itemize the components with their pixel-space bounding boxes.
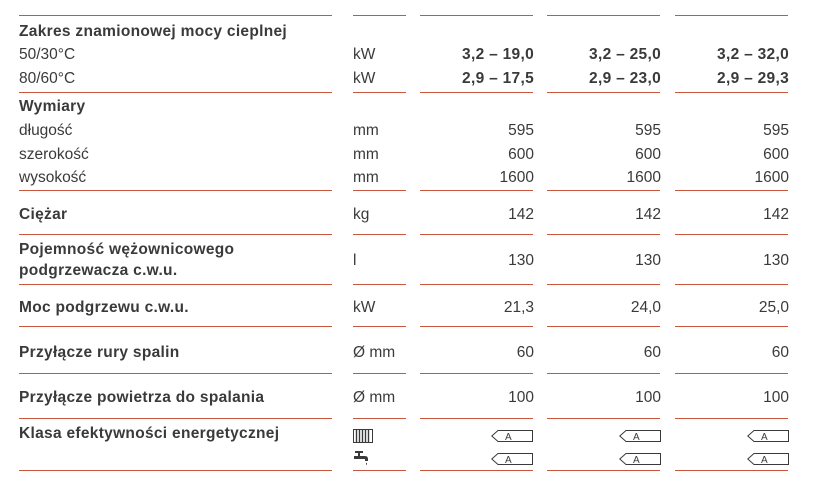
- unit: kW: [353, 46, 376, 63]
- value: 1600: [499, 169, 534, 186]
- divider: [420, 15, 533, 16]
- energy-class-value: A: [633, 432, 640, 442]
- divider: [420, 190, 533, 191]
- value: 595: [763, 122, 789, 139]
- energy-class-badge: [491, 453, 533, 465]
- unit: l: [353, 252, 357, 269]
- value: 24,0: [630, 299, 661, 316]
- divider: [19, 190, 332, 191]
- unit: Ø mm: [353, 389, 396, 406]
- divider: [353, 15, 406, 16]
- value: 60: [643, 344, 661, 361]
- energy-class-label: Klasa efektywności energetycznej: [19, 425, 280, 442]
- width-label: szerokość: [19, 146, 89, 163]
- energy-class-badge: [491, 430, 533, 442]
- divider: [353, 234, 406, 235]
- divider: [420, 326, 533, 327]
- divider: [420, 234, 533, 235]
- divider: [547, 284, 660, 285]
- divider: [353, 92, 406, 93]
- divider: [547, 15, 660, 16]
- heat-power-heading: Zakres znamionowej mocy cieplnej: [19, 23, 288, 40]
- height-label: wysokość: [19, 169, 87, 186]
- energy-class-badge: [747, 430, 789, 442]
- value: 2,9 – 17,5: [462, 70, 534, 87]
- value: 100: [635, 389, 661, 406]
- divider: [547, 234, 660, 235]
- value: 2,9 – 29,3: [717, 70, 789, 87]
- energy-class-value: A: [761, 432, 768, 442]
- coil-capacity-label-line2: podgrzewacza c.w.u.: [19, 262, 178, 279]
- value: 130: [508, 252, 534, 269]
- divider: [547, 418, 660, 419]
- divider: [19, 470, 332, 471]
- divider: [420, 418, 533, 419]
- flue-connection-label: Przyłącze rury spalin: [19, 344, 180, 361]
- divider: [547, 190, 660, 191]
- divider: [19, 373, 332, 374]
- value: 130: [763, 252, 789, 269]
- value: 3,2 – 32,0: [717, 46, 789, 63]
- divider: [547, 92, 660, 93]
- divider: [19, 92, 332, 93]
- divider: [675, 234, 788, 235]
- divider: [675, 190, 788, 191]
- value: 100: [508, 389, 534, 406]
- value: 595: [508, 122, 534, 139]
- value: 25,0: [758, 299, 789, 316]
- divider: [675, 326, 788, 327]
- value: 600: [635, 146, 661, 163]
- unit: kg: [353, 206, 370, 223]
- unit: mm: [353, 169, 379, 186]
- divider: [547, 373, 660, 374]
- value: 60: [516, 344, 534, 361]
- divider: [353, 326, 406, 327]
- radiator-icon: [353, 429, 373, 443]
- heat-power-50-30-label: 50/30°C: [19, 46, 76, 63]
- divider: [19, 15, 332, 16]
- divider: [19, 326, 332, 327]
- coil-capacity-label-line1: Pojemność wężownicowego: [19, 241, 235, 258]
- energy-class-value: A: [505, 432, 512, 442]
- dimensions-heading: Wymiary: [19, 98, 86, 115]
- value: 595: [635, 122, 661, 139]
- energy-class-value: A: [761, 455, 768, 465]
- divider: [353, 284, 406, 285]
- divider: [675, 373, 788, 374]
- divider: [420, 373, 533, 374]
- divider: [19, 284, 332, 285]
- weight-label: Ciężar: [19, 206, 68, 223]
- divider: [547, 326, 660, 327]
- divider: [420, 284, 533, 285]
- unit: mm: [353, 146, 379, 163]
- divider: [675, 418, 788, 419]
- divider: [675, 470, 788, 471]
- divider: [353, 470, 406, 471]
- energy-class-value: A: [633, 455, 640, 465]
- value: 600: [508, 146, 534, 163]
- energy-class-badge: [619, 430, 661, 442]
- energy-class-badge: [747, 453, 789, 465]
- water-tap-icon: [353, 450, 371, 466]
- energy-class-badge: [619, 453, 661, 465]
- unit: kW: [353, 299, 376, 316]
- value: 600: [763, 146, 789, 163]
- value: 3,2 – 19,0: [462, 46, 534, 63]
- divider: [420, 470, 533, 471]
- value: 60: [771, 344, 789, 361]
- divider: [19, 418, 332, 419]
- value: 2,9 – 23,0: [589, 70, 661, 87]
- divider: [547, 470, 660, 471]
- unit: mm: [353, 122, 379, 139]
- value: 142: [508, 206, 534, 223]
- value: 142: [763, 206, 789, 223]
- divider: [353, 190, 406, 191]
- value: 3,2 – 25,0: [589, 46, 661, 63]
- divider: [675, 92, 788, 93]
- value: 142: [635, 206, 661, 223]
- divider: [19, 234, 332, 235]
- energy-class-value: A: [505, 455, 512, 465]
- divider: [675, 15, 788, 16]
- divider: [353, 418, 406, 419]
- value: 21,3: [503, 299, 534, 316]
- value: 100: [763, 389, 789, 406]
- divider: [353, 373, 406, 374]
- value: 1600: [754, 169, 789, 186]
- value: 130: [635, 252, 661, 269]
- value: 1600: [626, 169, 661, 186]
- heat-power-80-60-label: 80/60°C: [19, 70, 76, 87]
- air-connection-label: Przyłącze powietrza do spalania: [19, 389, 265, 406]
- dhw-power-label: Moc podgrzewu c.w.u.: [19, 299, 189, 316]
- unit: Ø mm: [353, 344, 396, 361]
- divider: [420, 92, 533, 93]
- divider: [675, 284, 788, 285]
- length-label: długość: [19, 122, 73, 139]
- unit: kW: [353, 70, 376, 87]
